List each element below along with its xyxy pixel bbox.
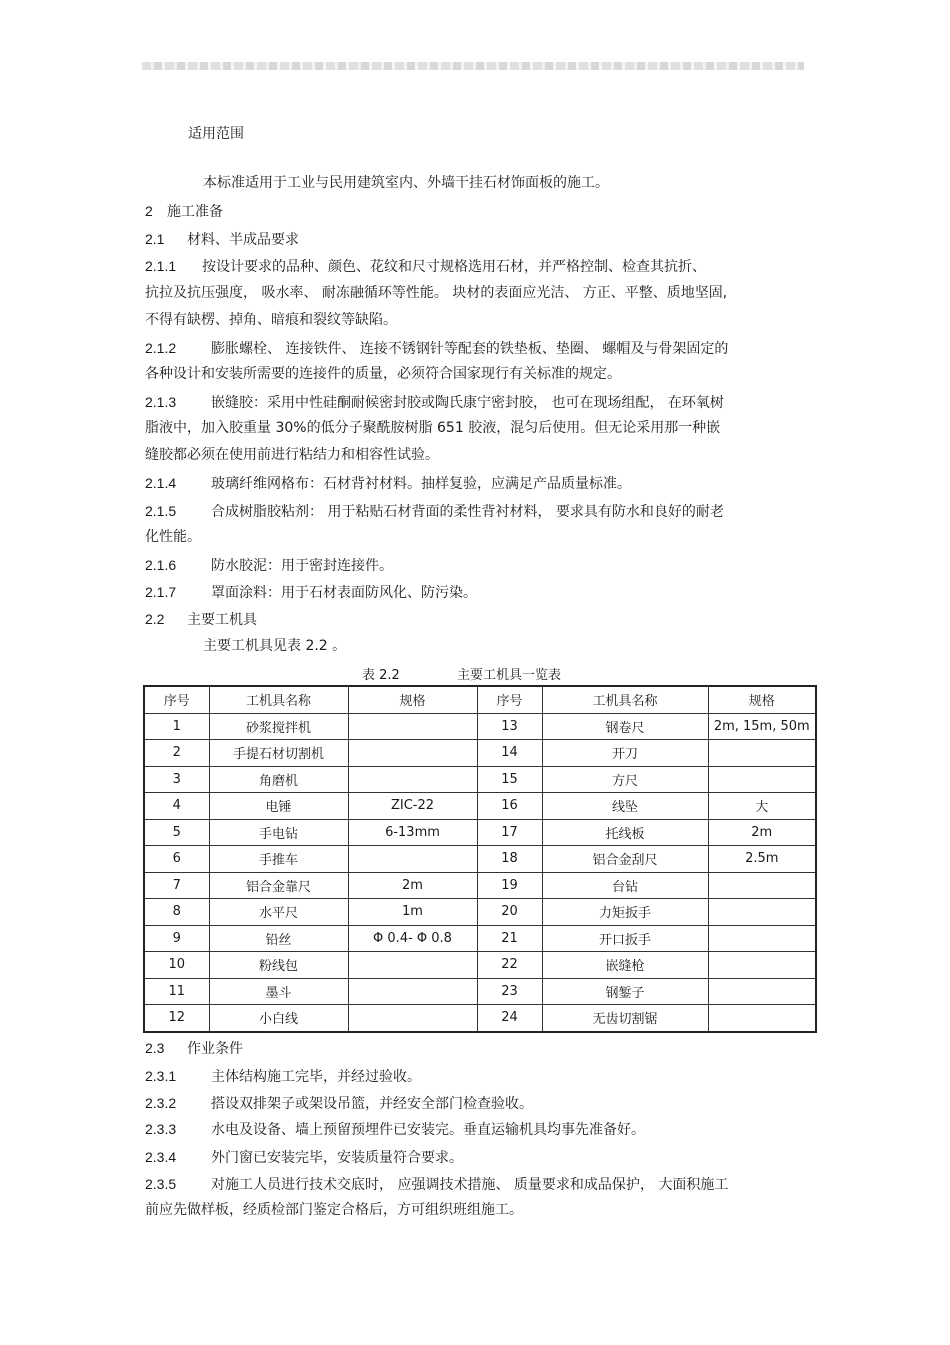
heading-2-1: 2.1 材料、半成品要求 [145, 231, 299, 248]
tool-name: 线坠 [542, 793, 708, 820]
tool-name: 开口扳手 [542, 925, 708, 952]
tool-spec [708, 952, 816, 979]
tool-spec: 2m [708, 819, 816, 846]
item-2-1-1-line2: 抗拉及抗压强度， 吸水率、 耐冻融循环等性能。 块材的表面应光洁、 方正、平整、质地坚固, [145, 285, 728, 301]
item-2-1-2: 2.1.2 膨胀螺栓、 连接铁件、 连接不锈钢针等配套的铁垫板、垫圈、 螺帽及与骨架固定的 [145, 340, 729, 357]
item-2-3-3: 2.3.3 水电及设备、墙上预留预埋件已安装完。垂直运输机具均事先准备好。 [145, 1121, 645, 1138]
tool-spec [348, 713, 477, 740]
tool-name: 铝合金靠尺 [209, 872, 348, 899]
row-number: 5 [144, 819, 209, 846]
table-header-cell: 工机具名称 [209, 686, 348, 713]
row-number: 4 [144, 793, 209, 820]
tool-name: 手推车 [209, 846, 348, 873]
tool-spec: 2.5m [708, 846, 816, 873]
table-header-row [144, 686, 816, 713]
tool-name: 砂浆搅拌机 [209, 713, 348, 740]
header-rule [142, 62, 804, 70]
tool-spec [708, 899, 816, 926]
tool-spec: Φ 0.4- Φ 0.8 [348, 925, 477, 952]
tool-spec: 6-13mm [348, 819, 477, 846]
tool-spec: 2m, 15m, 50m [708, 713, 816, 740]
item-2-1-2-line2: 各种设计和安装所需要的连接件的质量，必须符合国家现行有关标准的规定。 [145, 366, 621, 382]
scope-body: 本标准适用于工业与民用建筑室内、外墙干挂石材饰面板的施工。 [203, 175, 609, 191]
table-row [144, 846, 816, 873]
tools-table [143, 685, 817, 1033]
row-number: 19 [477, 872, 542, 899]
table-row [144, 793, 816, 820]
table-row [144, 952, 816, 979]
table-row [144, 1005, 816, 1032]
row-number: 3 [144, 766, 209, 793]
heading-2-2: 2.2 主要工机具 [145, 611, 257, 628]
tool-spec [708, 1005, 816, 1032]
row-number: 24 [477, 1005, 542, 1032]
tool-name: 开刀 [542, 740, 708, 767]
item-2-1-6: 2.1.6 防水胶泥：用于密封连接件。 [145, 557, 393, 574]
row-number: 15 [477, 766, 542, 793]
table-row [144, 925, 816, 952]
tool-spec [348, 846, 477, 873]
table-row [144, 899, 816, 926]
row-number: 17 [477, 819, 542, 846]
table-caption-label: 表 2.2 [362, 668, 400, 683]
heading-2-3: 2.3 作业条件 [145, 1040, 243, 1057]
row-number: 2 [144, 740, 209, 767]
row-number: 18 [477, 846, 542, 873]
tool-name: 水平尺 [209, 899, 348, 926]
tool-spec [708, 740, 816, 767]
tool-spec [708, 978, 816, 1005]
row-number: 9 [144, 925, 209, 952]
tool-name: 铅丝 [209, 925, 348, 952]
tool-spec [348, 952, 477, 979]
row-number: 12 [144, 1005, 209, 1032]
item-2-1-5-line2: 化性能。 [145, 529, 201, 545]
tool-name: 铝合金刮尺 [542, 846, 708, 873]
tool-name: 力矩扳手 [542, 899, 708, 926]
tool-name: 钢卷尺 [542, 713, 708, 740]
tool-spec [348, 740, 477, 767]
tool-spec [348, 978, 477, 1005]
tool-spec: 1m [348, 899, 477, 926]
item-2-1-5: 2.1.5 合成树脂胶粘剂： 用于粘贴石材背面的柔性背衬材料， 要求具有防水和良好的耐老 [145, 503, 724, 520]
tool-spec: 2m [348, 872, 477, 899]
row-number: 20 [477, 899, 542, 926]
table-header-cell: 序号 [144, 686, 209, 713]
row-number: 6 [144, 846, 209, 873]
item-2-1-1: 2.1.1 按设计要求的品种、颜色、花纹和尺寸规格选用石材，并严格控制、检查其抗折、 [145, 258, 706, 275]
item-2-1-3: 2.1.3 嵌缝胶：采用中性硅酮耐候密封胶或陶氏康宁密封胶， 也可在现场组配， 在环氧树 [145, 394, 724, 411]
item-2-3-2: 2.3.2 搭设双排架子或架设吊篮，并经安全部门检查验收。 [145, 1095, 533, 1112]
tool-name: 方尺 [542, 766, 708, 793]
table-row [144, 819, 816, 846]
tool-name: 台钻 [542, 872, 708, 899]
row-number: 23 [477, 978, 542, 1005]
row-number: 1 [144, 713, 209, 740]
tool-name: 墨斗 [209, 978, 348, 1005]
item-2-1-7: 2.1.7 罩面涂料：用于石材表面防风化、防污染。 [145, 584, 477, 601]
tool-name: 角磨机 [209, 766, 348, 793]
heading-2: 2 施工准备 [145, 203, 223, 220]
row-number: 11 [144, 978, 209, 1005]
item-2-3-5-line2: 前应先做样板，经质检部门鉴定合格后，方可组织班组施工。 [145, 1202, 523, 1218]
table-row [144, 872, 816, 899]
table-header-cell: 工机具名称 [542, 686, 708, 713]
table-reference: 主要工机具见表 2.2 。 [203, 638, 347, 654]
table-header-cell: 规格 [708, 686, 816, 713]
tool-name: 托线板 [542, 819, 708, 846]
item-2-3-5: 2.3.5 对施工人员进行技术交底时， 应强调技术措施、 质量要求和成品保护， 大面积施工 [145, 1176, 729, 1193]
item-2-1-4: 2.1.4 玻璃纤维网格布：石材背衬材料。抽样复验，应满足产品质量标准。 [145, 475, 631, 492]
row-number: 7 [144, 872, 209, 899]
table-caption-title: 主要工机具一览表 [457, 668, 562, 683]
tool-spec: ZIC-22 [348, 793, 477, 820]
table-row [144, 766, 816, 793]
table-row [144, 978, 816, 1005]
row-number: 10 [144, 952, 209, 979]
tool-spec [348, 766, 477, 793]
tool-name: 钢錾子 [542, 978, 708, 1005]
row-number: 14 [477, 740, 542, 767]
row-number: 22 [477, 952, 542, 979]
tool-name: 手电钻 [209, 819, 348, 846]
row-number: 16 [477, 793, 542, 820]
tool-spec [708, 872, 816, 899]
tool-name: 粉线包 [209, 952, 348, 979]
item-2-1-1-line3: 不得有缺楞、掉角、暗痕和裂纹等缺陷。 [145, 312, 397, 328]
item-2-1-3-line3: 缝胶都必须在使用前进行粘结力和相容性试验。 [145, 447, 439, 463]
tool-name: 嵌缝枪 [542, 952, 708, 979]
item-2-3-4: 2.3.4 外门窗已安装完毕，安装质量符合要求。 [145, 1149, 463, 1166]
tool-name: 电锤 [209, 793, 348, 820]
table-header-cell: 序号 [477, 686, 542, 713]
table-header-cell: 规格 [348, 686, 477, 713]
tool-spec [708, 766, 816, 793]
row-number: 8 [144, 899, 209, 926]
tool-name: 小白线 [209, 1005, 348, 1032]
tool-spec [348, 1005, 477, 1032]
item-2-3-1: 2.3.1 主体结构施工完毕，并经过验收。 [145, 1068, 421, 1085]
tool-name: 手提石材切割机 [209, 740, 348, 767]
table-row [144, 713, 816, 740]
item-2-1-3-line2: 脂液中，加入胶重量 30%的低分子聚酰胺树脂 651 胶液，混匀后使用。但无论采用那一种嵌 [145, 420, 721, 436]
row-number: 13 [477, 713, 542, 740]
row-number: 21 [477, 925, 542, 952]
section-title-scope: 适用范围 [188, 126, 244, 142]
tool-spec: 大 [708, 793, 816, 820]
tool-name: 无齿切割锯 [542, 1005, 708, 1032]
table-row [144, 740, 816, 767]
tool-spec [708, 925, 816, 952]
